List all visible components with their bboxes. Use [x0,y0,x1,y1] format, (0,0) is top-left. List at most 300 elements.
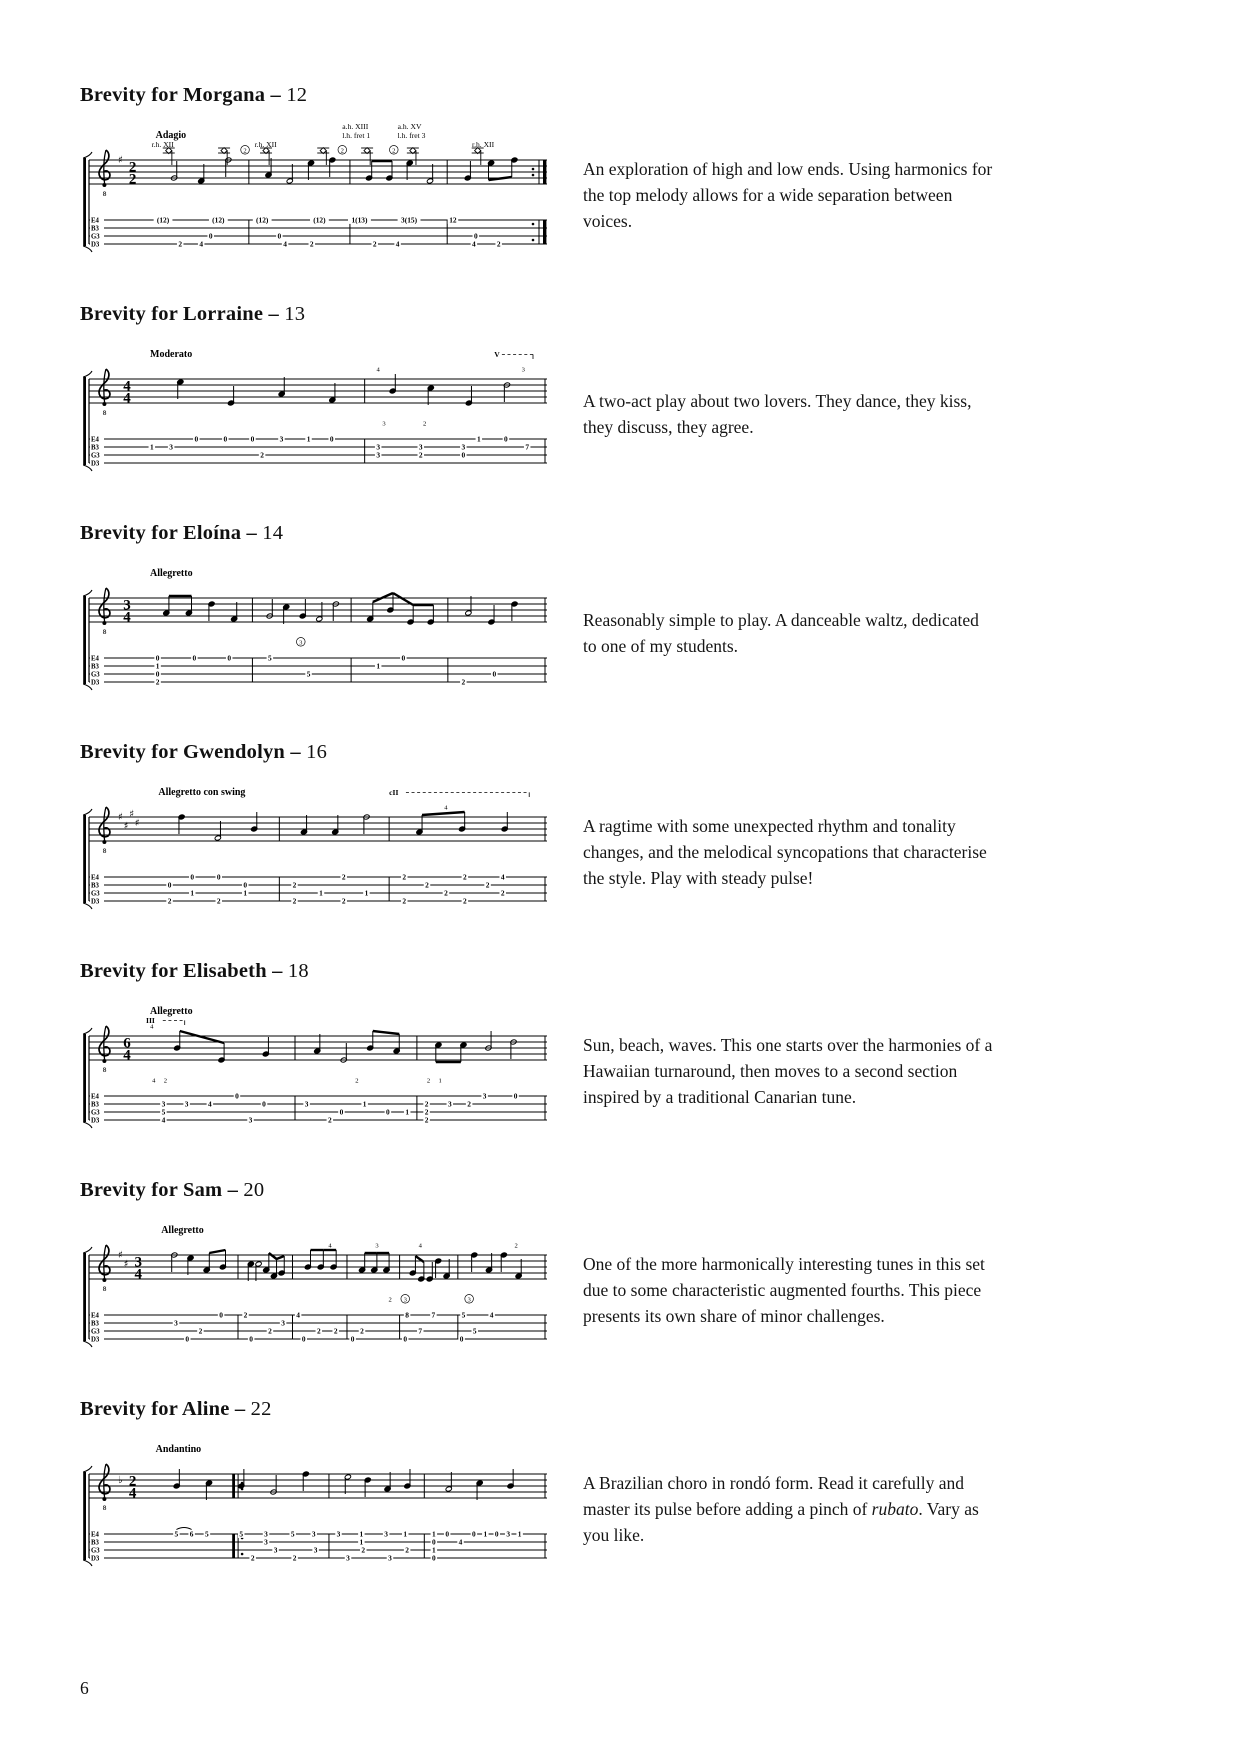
svg-text:♯: ♯ [123,821,129,832]
svg-text:Allegretto: Allegretto [150,568,193,579]
svg-text:3: 3 [313,1545,318,1555]
svg-text:4: 4 [150,1023,154,1031]
svg-text:4: 4 [128,1485,137,1502]
piece-title-page-ref: 20 [243,1179,265,1201]
svg-text:2: 2 [500,888,505,898]
svg-text:0: 0 [277,231,282,241]
svg-text:3: 3 [447,1099,452,1109]
svg-text:1: 1 [155,661,160,671]
svg-text:0: 0 [190,872,195,882]
svg-text:2: 2 [485,880,490,890]
svg-text:2: 2 [243,147,247,155]
description-text: An exploration of high and low ends. Using harmonics for the top melody allows for a wide separation between voices. [583,158,993,232]
svg-text:3: 3 [248,1115,253,1125]
svg-text:♯: ♯ [129,809,135,820]
svg-text:D3: D3 [91,679,100,687]
svg-text:3: 3 [376,450,381,460]
music-notation [80,339,552,489]
svg-text:4: 4 [123,390,131,407]
svg-text:1: 1 [319,888,323,898]
svg-text:4: 4 [208,1099,212,1109]
piece-title [80,1398,1180,1421]
svg-text:1: 1 [517,1529,522,1539]
description-tail: . Vary as you like. [583,1498,979,1546]
svg-text:D3: D3 [91,460,100,468]
piece-section [80,741,1180,927]
svg-text:3: 3 [273,1545,278,1555]
piece-section [80,84,1180,270]
svg-text:4: 4 [500,872,505,882]
svg-text:5: 5 [472,1326,477,1336]
svg-text:2: 2 [372,239,377,249]
svg-text:♯: ♯ [123,1259,129,1270]
svg-text:4: 4 [489,1310,494,1320]
svg-text:3: 3 [299,639,303,647]
svg-text:2: 2 [392,147,396,155]
piece-title-name: Brevity for Elisabeth – [80,960,283,982]
svg-text:G3: G3 [91,233,100,241]
description-text: A two-act play about two lovers. They dance, they kiss, they discuss, they agree. [583,390,972,437]
svg-text:0: 0 [219,1310,223,1320]
svg-text:4: 4 [123,378,131,395]
svg-text:2: 2 [167,896,172,906]
svg-text:0: 0 [167,880,172,890]
svg-text:l.h. fret 1: l.h. fret 1 [342,131,371,140]
svg-text:(12): (12) [256,215,269,225]
svg-text:1: 1 [405,1107,410,1117]
svg-text:4: 4 [328,1242,332,1250]
svg-text:3: 3 [184,1099,189,1109]
svg-text:2: 2 [341,872,346,882]
piece-title-name: Brevity for Morgana – [80,84,282,106]
svg-text:E4: E4 [91,1093,99,1101]
svg-text:3: 3 [384,1529,389,1539]
svg-text:8: 8 [102,847,107,855]
svg-text:2: 2 [467,1099,471,1109]
music-system-svg [80,558,552,708]
svg-text:2: 2 [426,1077,431,1085]
svg-text:r.h. XII: r.h. XII [471,140,495,149]
svg-text:4: 4 [199,239,204,249]
svg-text:5: 5 [267,653,272,663]
svg-text:4: 4 [376,366,380,374]
music-notation [80,558,552,708]
piece-description [583,1470,995,1549]
svg-text:0: 0 [250,434,255,444]
svg-text:E4: E4 [91,874,99,882]
piece-title-name: Brevity for Eloína – [80,522,257,544]
svg-text:2: 2 [388,1296,392,1304]
svg-text:B3: B3 [91,1539,99,1547]
music-system-svg [80,777,552,927]
svg-text:0: 0 [235,1091,239,1101]
svg-text:♯: ♯ [118,812,123,823]
svg-text:4: 4 [152,1077,156,1085]
svg-text:3: 3 [311,1529,316,1539]
svg-text:3: 3 [169,442,174,452]
svg-text:0: 0 [223,434,228,444]
svg-text:0: 0 [386,1107,390,1117]
svg-text:5: 5 [306,669,311,679]
piece-description [583,813,995,892]
svg-text:4: 4 [134,1266,142,1283]
svg-text:0: 0 [350,1334,355,1344]
svg-text:2: 2 [461,677,466,687]
svg-text:0: 0 [192,653,197,663]
piece-title [80,1179,1180,1202]
svg-text:4: 4 [123,1047,131,1064]
svg-text:3: 3 [134,1254,142,1271]
svg-text:3: 3 [382,420,386,428]
svg-text:2: 2 [292,1553,297,1563]
svg-text:(12): (12) [212,215,225,225]
svg-text:0: 0 [243,880,248,890]
svg-text:5: 5 [205,1529,209,1539]
svg-text:2: 2 [333,1326,338,1336]
svg-text:2: 2 [424,1107,429,1117]
svg-text:2: 2 [341,896,346,906]
svg-text:3: 3 [467,1296,471,1304]
svg-text:2: 2 [292,880,297,890]
svg-text:B3: B3 [91,882,99,890]
svg-text:2: 2 [424,1099,429,1109]
music-system-svg [80,996,552,1146]
piece-title-name: Brevity for Gwendolyn – [80,741,301,763]
svg-text:6: 6 [123,1035,131,1052]
svg-text:8: 8 [102,1066,107,1074]
svg-text:3: 3 [346,1553,350,1563]
svg-text:3: 3 [376,442,381,452]
svg-text:4: 4 [472,239,476,249]
piece-title-name: Brevity for Lorraine – [80,303,279,325]
piece-title-page-ref: 18 [287,960,309,982]
svg-text:E4: E4 [91,1312,99,1320]
svg-text:2: 2 [268,1326,272,1336]
svg-text:5: 5 [290,1529,295,1539]
svg-text:1: 1 [306,434,311,444]
svg-text:2: 2 [514,1242,518,1250]
svg-text:5: 5 [461,1310,466,1320]
svg-text:D3: D3 [91,241,100,249]
svg-text:4: 4 [418,1242,422,1250]
svg-text:0: 0 [329,434,334,444]
svg-text:0: 0 [216,872,221,882]
svg-text:2: 2 [198,1326,203,1336]
description-italic: rubato [871,1498,919,1519]
svg-text:1(13): 1(13) [351,215,368,225]
piece-description [583,156,995,235]
svg-text:0: 0 [208,231,213,241]
svg-text:E4: E4 [91,217,99,225]
svg-text:3: 3 [403,1296,407,1304]
svg-text:1: 1 [149,442,154,452]
svg-text:2: 2 [425,880,429,890]
svg-text:5: 5 [239,1529,244,1539]
svg-text:2: 2 [292,896,297,906]
svg-text:0: 0 [494,1529,499,1539]
svg-text:(12): (12) [313,215,326,225]
svg-text:7: 7 [418,1326,423,1336]
music-notation [80,996,552,1146]
svg-text:3: 3 [388,1553,392,1563]
svg-text:2: 2 [361,1545,366,1555]
svg-text:B3: B3 [91,444,99,452]
svg-text:8: 8 [102,1285,107,1293]
svg-text:1: 1 [483,1529,488,1539]
svg-text:D3: D3 [91,1336,100,1344]
svg-text:2: 2 [128,171,137,188]
svg-text:1: 1 [376,661,381,671]
svg-text:E4: E4 [91,436,99,444]
svg-text:2: 2 [444,888,448,898]
svg-text:2: 2 [309,239,314,249]
piece-section [80,303,1180,489]
svg-text:2: 2 [243,1310,248,1320]
svg-text:1: 1 [243,888,248,898]
svg-text:1: 1 [362,1099,367,1109]
svg-text:0: 0 [431,1553,436,1563]
svg-text:G3: G3 [91,1328,100,1336]
svg-text:1: 1 [359,1529,364,1539]
svg-text:1: 1 [438,1077,442,1085]
svg-text:Allegretto con swing: Allegretto con swing [158,787,246,798]
svg-text:G3: G3 [91,1109,100,1117]
svg-text:4: 4 [123,609,131,626]
svg-text:1: 1 [359,1537,364,1547]
svg-text:V: V [494,350,500,359]
svg-text:(12): (12) [156,215,170,225]
svg-text:2: 2 [128,1473,137,1490]
piece-description [583,388,995,441]
svg-text:3: 3 [482,1091,487,1101]
svg-text:0: 0 [445,1529,450,1539]
svg-text:3: 3 [161,1099,166,1109]
svg-text:3: 3 [264,1529,268,1539]
svg-text:G3: G3 [91,1547,100,1555]
svg-text:G3: G3 [91,452,100,460]
svg-text:8: 8 [405,1310,409,1320]
svg-text:8: 8 [102,409,107,417]
music-system-svg [80,339,552,489]
svg-text:2: 2 [463,872,467,882]
svg-text:3: 3 [521,366,525,374]
svg-text:E4: E4 [91,1531,99,1539]
svg-text:4: 4 [395,239,400,249]
piece-section [80,522,1180,708]
svg-text:2: 2 [422,420,427,428]
svg-text:2: 2 [155,677,160,687]
svg-text:7: 7 [525,442,530,452]
svg-text:2: 2 [463,896,467,906]
svg-text:Allegretto: Allegretto [161,1225,204,1236]
svg-text:4: 4 [458,1537,463,1547]
music-system-svg [80,1215,552,1365]
piece-title-page-ref: 12 [286,84,308,106]
pieces-list [80,84,1180,1584]
svg-text:0: 0 [472,1529,476,1539]
svg-text:Adagio: Adagio [155,130,187,141]
description-text: Reasonably simple to play. A danceable waltz, dedicated to one of my students. [583,609,979,656]
svg-text:2: 2 [250,1553,255,1563]
svg-text:3: 3 [279,434,284,444]
svg-text:1: 1 [403,1529,408,1539]
svg-text:0: 0 [155,669,160,679]
svg-text:0: 0 [459,1334,464,1344]
svg-text:a.h. XIII: a.h. XIII [342,122,369,131]
svg-text:8: 8 [102,190,107,198]
svg-text:♯: ♯ [118,1250,123,1261]
svg-text:0: 0 [227,653,232,663]
svg-text:2: 2 [424,1115,429,1125]
svg-text:4: 4 [283,239,287,249]
svg-text:2: 2 [260,450,264,460]
svg-text:2: 2 [355,1077,359,1085]
svg-text:l.h. fret 3: l.h. fret 3 [397,131,426,140]
svg-text:B3: B3 [91,1320,99,1328]
svg-text:4: 4 [296,1310,300,1320]
piece-title-page-ref: 14 [262,522,284,544]
svg-text:2: 2 [128,159,137,176]
svg-text:1: 1 [476,434,481,444]
svg-text:0: 0 [262,1099,266,1109]
svg-text:2: 2 [496,239,501,249]
svg-text:1: 1 [431,1529,436,1539]
svg-text:♯: ♯ [134,818,140,829]
svg-text:B3: B3 [91,225,99,233]
svg-text:3: 3 [418,442,423,452]
svg-text:4: 4 [161,1115,166,1125]
svg-text:0: 0 [401,653,406,663]
svg-text:5: 5 [161,1107,166,1117]
svg-text:a.h. XV: a.h. XV [397,122,422,131]
svg-text:♭: ♭ [118,1475,123,1486]
svg-text:0: 0 [473,231,478,241]
svg-text:1: 1 [364,888,369,898]
svg-text:1: 1 [190,888,195,898]
svg-text:3: 3 [174,1318,178,1328]
svg-text:0: 0 [403,1334,408,1344]
svg-text:3(15): 3(15) [401,215,418,225]
svg-text:3: 3 [304,1099,309,1109]
piece-title [80,84,1180,107]
piece-section [80,1398,1180,1584]
svg-text:5: 5 [174,1529,179,1539]
description-text: Sun, beach, waves. This one starts over the harmonies of a Hawaiian turnaround, then moves to a second section inspired by a traditional Canarian tune. [583,1034,993,1108]
svg-text:D3: D3 [91,1117,100,1125]
music-system-svg [80,120,552,270]
svg-text:r.h. XII: r.h. XII [151,140,174,149]
svg-text:0: 0 [431,1537,436,1547]
svg-text:III: III [146,1016,155,1025]
svg-text:2: 2 [163,1077,167,1085]
svg-text:0: 0 [301,1334,306,1344]
piece-title [80,741,1180,764]
svg-text:2: 2 [405,1545,409,1555]
svg-text:G3: G3 [91,890,100,898]
svg-text:2: 2 [327,1115,332,1125]
music-notation [80,777,552,927]
svg-text:3: 3 [281,1318,285,1328]
piece-description [583,1032,995,1111]
svg-text:3: 3 [123,597,131,614]
svg-text:0: 0 [513,1091,518,1101]
piece-title-page-ref: 13 [284,303,306,325]
svg-text:♯: ♯ [118,155,123,166]
svg-text:E4: E4 [91,655,99,663]
piece-description [583,607,995,660]
page-number: 6 [80,1678,89,1698]
svg-text:2: 2 [402,896,407,906]
svg-text:2: 2 [360,1326,364,1336]
piece-title [80,522,1180,545]
svg-text:2: 2 [402,872,407,882]
piece-description [583,1251,995,1330]
svg-text:1: 1 [431,1545,436,1555]
description-text: A ragtime with some unexpected rhythm and tonality changes, and the melodical syncopations that characterise the style. Play with steady pulse! [583,815,987,889]
svg-text:2: 2 [316,1326,321,1336]
svg-text:3: 3 [264,1537,268,1547]
piece-title-page-ref: 16 [306,741,328,763]
music-notation [80,1215,552,1365]
piece-title-page-ref: 22 [250,1398,272,1420]
svg-text:4: 4 [444,804,448,812]
svg-text:6: 6 [189,1529,194,1539]
svg-text:0: 0 [185,1334,190,1344]
svg-text:B3: B3 [91,663,99,671]
svg-text:2: 2 [216,896,221,906]
svg-text:D3: D3 [91,898,100,906]
svg-text:12: 12 [449,215,457,225]
svg-text:2: 2 [418,450,423,460]
svg-text:3: 3 [375,1242,379,1250]
svg-text:0: 0 [194,434,199,444]
svg-text:cII: cII [389,788,399,797]
piece-title-name: Brevity for Aline – [80,1398,246,1420]
svg-text:3: 3 [336,1529,341,1539]
piece-section [80,960,1180,1146]
description-text: One of the more harmonically interesting tunes in this set due to some characteristic augmented fourths. This piece presents its own share of minor challenges. [583,1253,985,1327]
piece-title [80,303,1180,326]
music-notation [80,120,552,270]
svg-text:7: 7 [431,1310,436,1320]
svg-text:0: 0 [492,669,497,679]
music-notation [80,1434,552,1584]
svg-text:0: 0 [339,1107,344,1117]
svg-text:Allegretto: Allegretto [150,1006,193,1017]
svg-text:Andantino: Andantino [155,1444,202,1455]
svg-text:G3: G3 [91,671,100,679]
svg-text:B3: B3 [91,1101,99,1109]
svg-text:0: 0 [461,450,466,460]
svg-text:8: 8 [102,1504,107,1512]
svg-text:D3: D3 [91,1555,100,1563]
svg-text:Moderato: Moderato [150,349,193,360]
svg-text:3: 3 [506,1529,511,1539]
piece-section [80,1179,1180,1365]
svg-text:r.h. XII: r.h. XII [254,140,277,149]
svg-text:2: 2 [178,239,183,249]
description-text: A Brazilian choro in rondó form. Read it carefully and master its pulse before adding a pinch of [583,1472,964,1519]
svg-text:0: 0 [249,1334,254,1344]
svg-text:0: 0 [504,434,508,444]
svg-text:2: 2 [340,147,344,155]
music-system-svg [80,1434,552,1584]
svg-text:8: 8 [102,628,107,636]
svg-text:3: 3 [461,442,466,452]
svg-text:0: 0 [155,653,160,663]
piece-title-name: Brevity for Sam – [80,1179,239,1201]
piece-title [80,960,1180,983]
